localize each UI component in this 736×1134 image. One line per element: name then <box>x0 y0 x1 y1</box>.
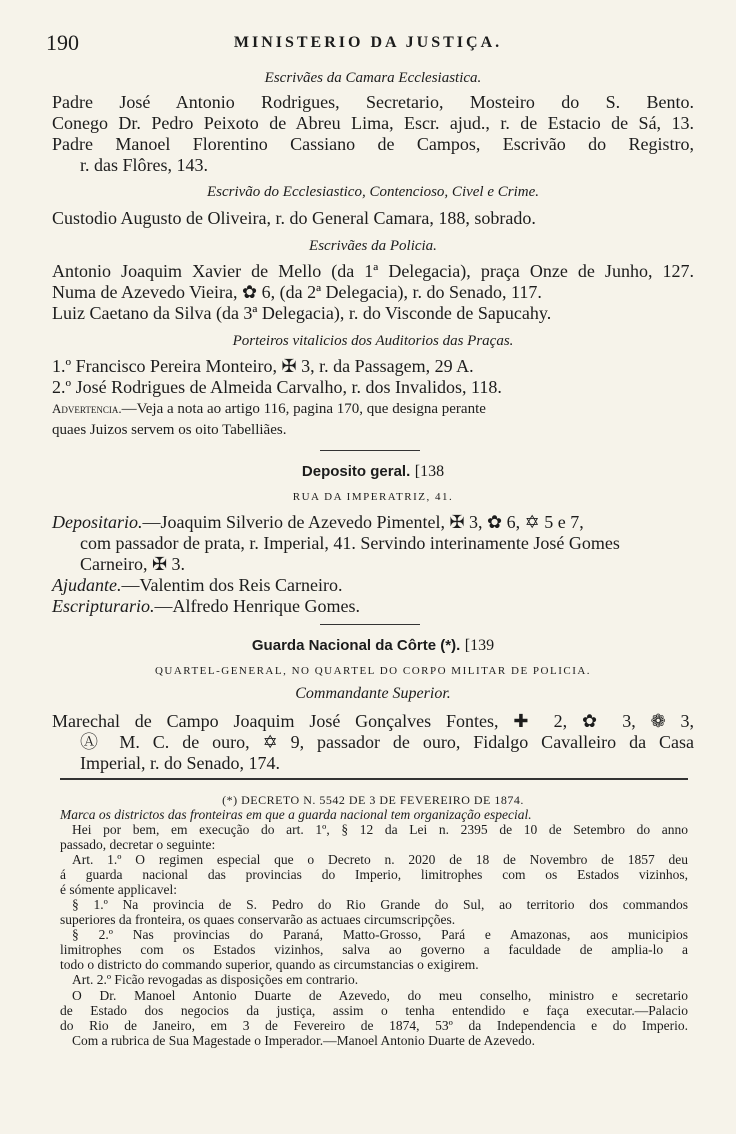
deposito-address: RUA DA IMPERATRIZ, 41. <box>292 491 454 503</box>
entry-line: Custodio Augusto de Oliveira, r. do General Camara, 188, sobrado. <box>52 208 536 228</box>
entry-line: Imperial, r. do Senado, 174. <box>80 753 280 773</box>
section-heading-deposito <box>52 460 694 482</box>
footnote-line: de Estado dos negocios da justiça, assim o tenha entendido e faça executar.—Palacio <box>60 1003 688 1018</box>
depositario-text: —Joaquim Silverio de Azevedo Pimentel, ✠ 3, ✿ 6, ✡ 5 e 7, <box>142 512 584 532</box>
footnote-rule <box>60 778 688 780</box>
footnote-line: á guarda nacional das provincias do Imperio, limitrophes com os Estados vizinhos, <box>60 867 688 882</box>
running-title: MINISTERIO DA JUSTIÇA. <box>233 34 503 51</box>
footnote-line: § 1.º Na provincia de S. Pedro do Rio Grande do Sul, ao territorio dos commandos <box>72 897 688 912</box>
ajudante <box>52 575 694 595</box>
commandante-heading: Commandante Superior. <box>295 685 451 702</box>
divider <box>320 624 420 625</box>
deposito-title: Deposito geral. <box>301 463 411 480</box>
entry-line: 1.º Francisco Pereira Monteiro, ✠ 3, r. da Passagem, 29 A. <box>52 356 474 376</box>
entry-line: 2.º José Rodrigues de Almeida Carvalho, r. dos Invalidos, 118. <box>52 377 502 397</box>
footnote-line: O Dr. Manoel Antonio Duarte de Azevedo, do meu conselho, ministro e secretario <box>72 988 688 1003</box>
guarda-title: Guarda Nacional da Côrte (*). <box>251 637 461 654</box>
section-heading-camara: Escrivães da Camara Ecclesiastica. <box>264 70 482 86</box>
section-heading-ecclesiastico: Escrivão do Ecclesiastico, Contencioso, Civel e Crime. <box>206 184 539 200</box>
deposito-ref: [138 <box>414 463 445 480</box>
footnote-title: (*) DECRETO N. 5542 DE 3 DE FEVEREIRO DE 1874. <box>222 793 524 807</box>
ajudante-text: —Valentim dos Reis Carneiro. <box>121 575 343 595</box>
advertencia-text: —Veja a nota ao artigo 116, pagina 170, que designa perante <box>121 401 486 417</box>
quartel-line: QUARTEL-GENERAL, NO QUARTEL DO CORPO MILITAR DE POLICIA. <box>154 665 592 677</box>
guarda-ref: [139 <box>464 637 495 654</box>
entry-line: Numa de Azevedo Vieira, ✿ 6, (da 2ª Delegacia), r. do Senado, 117. <box>52 282 542 302</box>
footnote-line: Com a rubrica de Sua Magestade o Imperador.—Manoel Antonio Duarte de Azevedo. <box>72 1033 535 1048</box>
entry-line: Luiz Caetano da Silva (da 3ª Delegacia), r. do Visconde de Sapucahy. <box>52 303 552 323</box>
section-heading-guarda <box>52 634 694 656</box>
footnote-line: § 2.º Nas provincias do Paraná, Matto-Grosso, Pará e Amazonas, aos municipios <box>72 927 688 942</box>
footnote-line: superiores da fronteira, os quaes conservarão as actuaes circumscripções. <box>60 912 456 927</box>
section-heading-policia: Escrivães da Policia. <box>309 238 437 254</box>
divider <box>320 450 420 451</box>
advertencia-label: Advertencia. <box>52 401 122 416</box>
entry-line: Antonio Joaquim Xavier de Mello (da 1ª Delegacia), praça Onze de Junho, 127. <box>52 261 694 281</box>
escripturario-text: —Alfredo Henrique Gomes. <box>154 596 360 616</box>
footnote-line: Hei por bem, em execução do art. 1º, § 12 da Lei n. 2395 de 10 de Setembro do anno <box>72 822 688 837</box>
footnote-line: passado, decretar o seguinte: <box>60 837 216 852</box>
escripturario-label: Escripturario. <box>52 596 155 616</box>
depositario-cont: Carneiro, ✠ 3. <box>80 554 186 574</box>
entry-line: Marechal de Campo Joaquim José Gonçalves Fontes, ✚ 2, ✿ 3, ❁ 3, <box>52 711 694 731</box>
ajudante-label: Ajudante. <box>52 575 122 595</box>
entry-line: Ⓐ M. C. de ouro, ✡ 9, passador de ouro, Fidalgo Cavalleiro da Casa <box>80 732 694 752</box>
entry-line: r. das Flôres, 143. <box>80 155 208 175</box>
footnote-line: é sómente applicavel: <box>60 882 177 897</box>
advertencia <box>52 399 694 419</box>
entry-line: Conego Dr. Pedro Peixoto de Abreu Lima, Escr. ajud., r. de Estacio de Sá, 13. <box>52 113 694 133</box>
footnote-line: Marca os districtos das fronteiras em que a guarda nacional tem organização especial. <box>60 807 532 822</box>
depositario-label: Depositario. <box>52 512 143 532</box>
entry-line: Padre José Antonio Rodrigues, Secretario, Mosteiro do S. Bento. <box>52 92 694 112</box>
footnote-line: Art. 2.º Ficão revogadas as disposições em contrario. <box>72 972 359 987</box>
page-header <box>46 30 690 58</box>
depositario-cont: com passador de prata, r. Imperial, 41. Servindo interinamente José Gomes <box>80 533 620 553</box>
escripturario <box>52 596 694 616</box>
advertencia-cont: quaes Juizos servem os oito Tabelliães. <box>52 422 287 438</box>
footnote-line: Art. 1.º O regimen especial que o Decreto n. 2020 de 18 de Novembro de 1857 deu <box>72 852 688 867</box>
entry-line: Padre Manoel Florentino Cassiano de Campos, Escrivão do Registro, <box>52 134 694 154</box>
footnote-line: do Rio de Janeiro, em 3 de Fevereiro de 1874, 53º da Independencia e do Imperio. <box>60 1018 688 1033</box>
depositario <box>52 512 694 532</box>
page-number: 190 <box>46 30 79 55</box>
section-heading-porteiros: Porteiros vitalicios dos Auditorios das Praças. <box>232 333 514 349</box>
footnote-line: limitrophes com os Estados vizinhos, salva ao governo a faculdade de amplia-lo a <box>60 942 688 957</box>
footnote-line: todo o districto do commando superior, quando as circumstancias o exigirem. <box>60 957 479 972</box>
